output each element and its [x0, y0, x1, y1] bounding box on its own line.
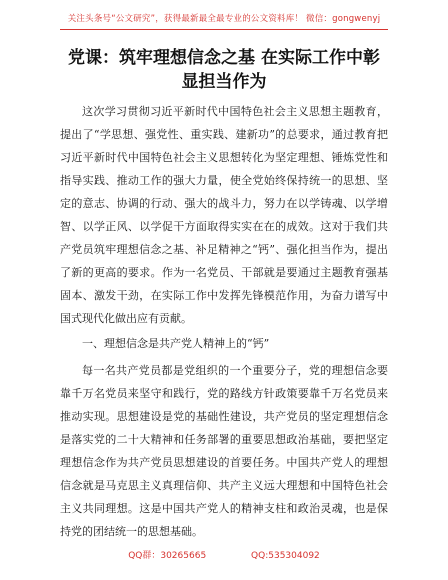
document-body	[60, 100, 388, 543]
document-title: 党课：筑牢理想信念之基 在实际工作中彰显担当作为	[68, 48, 380, 92]
intro-paragraph: 这次学习贯彻习近平新时代中国特色社会主义思想主题教育，提出了“学思想、强党性、重实践、建新功”的总要求，通过教育把习近平新时代中国特色社会主义思想转化为坚定理想、锤炼党性和指导实践、推动工作的强大力量，使全党始终保持统一的思想、坚定的意志、协调的行动、强大的战斗力，努力在以学铸魂、以学增智、以学正风、以学促干方面取得实实在在的成效。这对于我们共产党员筑牢理想信念之基、补足精神之“钙”、强化担当作为，提出了新的更高的要求。作为一名党员、干部就是要通过主题教育强基固本、激发干劲，在实际工作中发挥先锋模范作用，为奋力谱写中国式现代化做出应有贡献。	[60, 105, 388, 325]
section-heading: 一、理想信念是共产党人精神上的“钙”	[82, 337, 270, 350]
section-paragraph: 每一名共产党员都是党组织的一个重要分子，党的理想信念要靠千万名党员来坚守和践行，党的路线方针政策要靠千万名党员来推动实现。思想建设是党的基础性建设，共产党员的坚定理想信念是落实党的二十大精神和任务部署的重要思想政治基础，要把坚定理想信念作为共产党员思想建设的首要任务。中国共产党人的理想信念就是马克思主义真理信仰、共产主义远大理想和中国特色社会主义共同理想。这是中国共产党人的精神支柱和政治灵魂，也是保持党的团结统一的思想基础。	[60, 364, 388, 538]
footer-qq-group: QQ群：30265665	[128, 551, 207, 561]
footer-qq-number: QQ:535304092	[251, 551, 320, 561]
header-banner: 关注头条号“公文研究”，获得最新最全最专业的公文资料库！ 微信：gongwenyj	[67, 14, 381, 24]
header-divider	[60, 29, 388, 30]
footer-contact	[0, 548, 448, 561]
